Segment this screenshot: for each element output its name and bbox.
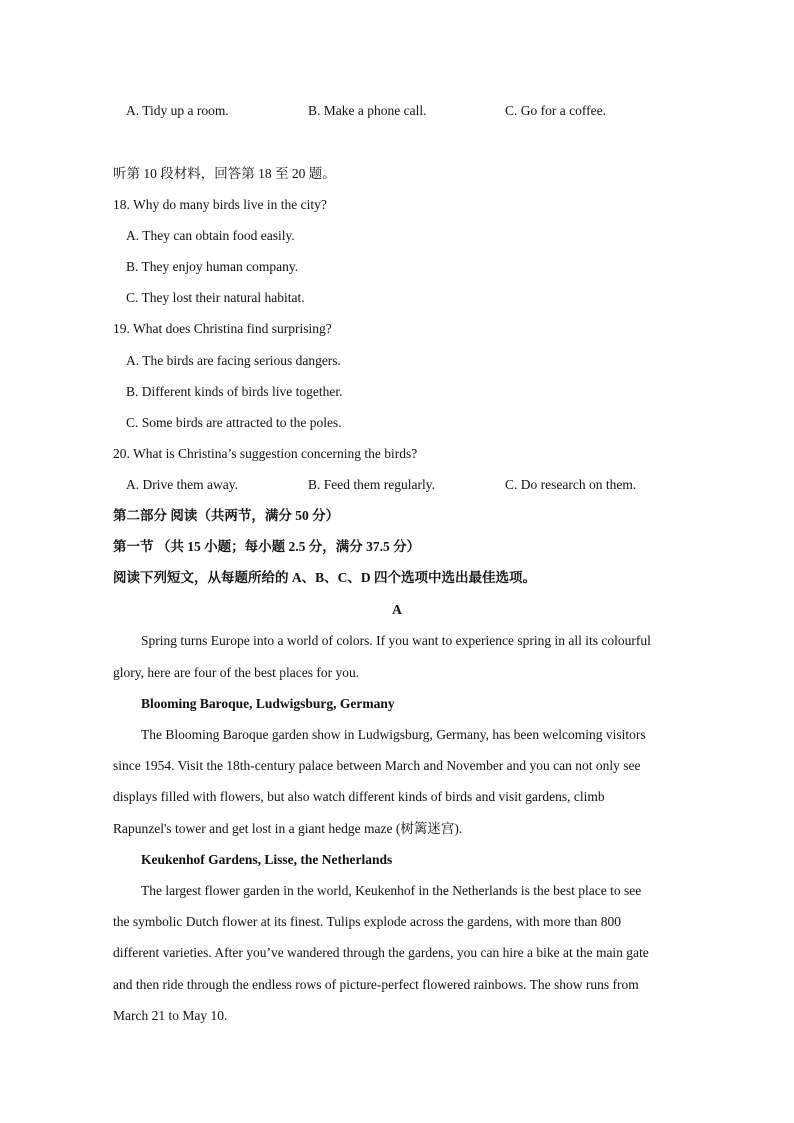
intro-line-1: Spring turns Europe into a world of colors. If you want to experience spring in all its colourful — [141, 633, 651, 648]
place2-line-3: different varieties. After you’ve wandered through the gardens, you can hire a bike at the main gate — [113, 945, 649, 960]
place1-line-1: The Blooming Baroque garden show in Ludwigsburg, Germany, has been welcoming visitors — [141, 727, 646, 742]
part2-heading: 第二部分 阅读（共两节，满分 50 分） — [113, 508, 340, 523]
q18-option-b: B. They enjoy human company. — [126, 259, 299, 274]
q19-option-c: C. Some birds are attracted to the poles. — [126, 415, 342, 430]
q18-option-a: A. They can obtain food easily. — [126, 228, 295, 243]
q20-option-b: B. Feed them regularly. — [308, 477, 435, 492]
q20-option-c: C. Do research on them. — [505, 477, 637, 492]
place2-title: Keukenhof Gardens, Lisse, the Netherlands — [141, 852, 393, 867]
q19-option-b: B. Different kinds of birds live together. — [126, 384, 343, 399]
q20-option-a: A. Drive them away. — [126, 477, 238, 492]
place2-line-2: the symbolic Dutch flower at its finest. Tulips explode across the gardens, with more than 800 — [113, 914, 622, 929]
place1-line-2: since 1954. Visit the 18th-century palace between March and November and you can not only see — [113, 758, 641, 773]
q18-option-c: C. They lost their natural habitat. — [126, 290, 305, 305]
q17-option-c: C. Go for a coffee. — [505, 103, 606, 118]
place2-line-1: The largest flower garden in the world, Keukenhof in the Netherlands is the best place to see — [141, 883, 642, 898]
q19-option-a: A. The birds are facing serious dangers. — [126, 353, 341, 368]
passage-label: A — [392, 602, 402, 617]
q18-stem: 18. Why do many birds live in the city? — [113, 197, 327, 212]
place1-title: Blooming Baroque, Ludwigsburg, Germany — [141, 696, 395, 711]
q17-option-a: A. Tidy up a room. — [126, 103, 229, 118]
q20-stem: 20. What is Christina’s suggestion concerning the birds? — [113, 446, 418, 461]
section1-heading: 第一节 （共 15 小题；每小题 2.5 分，满分 37.5 分） — [113, 539, 421, 554]
intro-line-2: glory, here are four of the best places for you. — [113, 665, 360, 680]
place2-line-4: and then ride through the endless rows of picture-perfect flowered rainbows. The show runs from — [113, 977, 639, 992]
reading-instruction: 阅读下列短文，从每题所给的 A、B、C、D 四个选项中选出最佳选项。 — [113, 570, 537, 585]
q17-option-b: B. Make a phone call. — [308, 103, 427, 118]
place1-line-3: displays filled with flowers, but also watch different kinds of birds and visit gardens, climb — [113, 789, 605, 804]
place2-line-5: March 21 to May 10. — [113, 1008, 228, 1023]
place1-line-4: Rapunzel's tower and get lost in a giant hedge maze (树篱迷宫). — [113, 821, 463, 836]
section10-instruction: 听第 10 段材料，回答第 18 至 20 题。 — [113, 166, 336, 181]
q19-stem: 19. What does Christina find surprising? — [113, 321, 332, 336]
